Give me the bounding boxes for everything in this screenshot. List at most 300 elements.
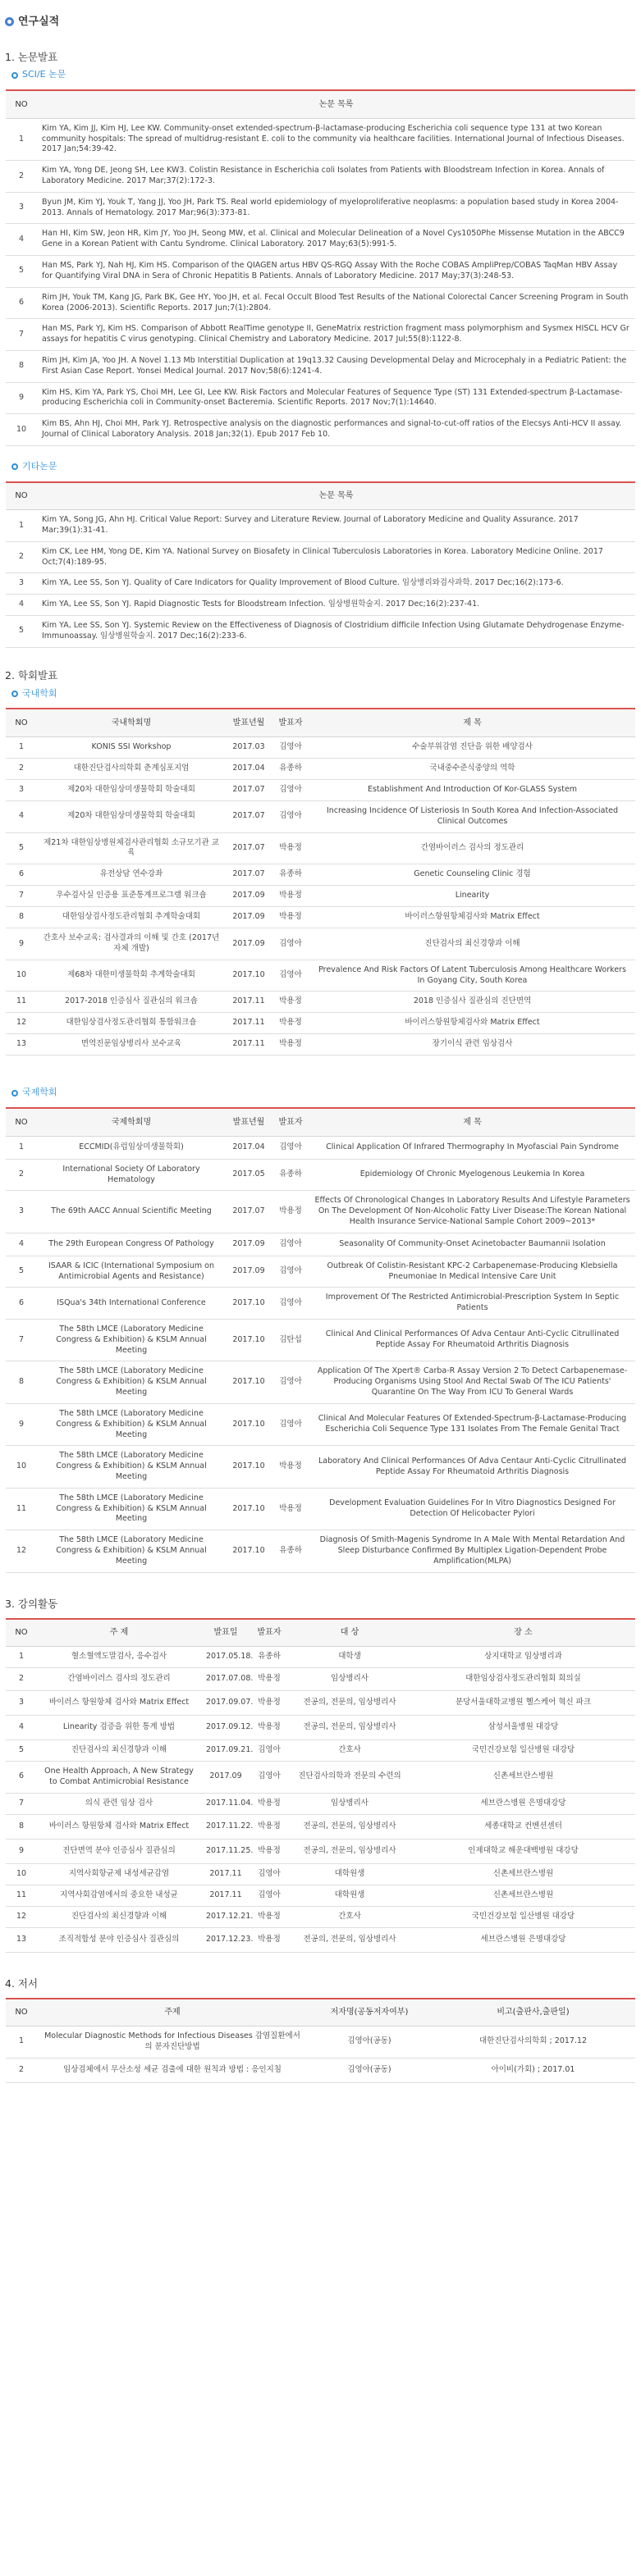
cell-no: 7 [6, 886, 37, 907]
table-row [6, 1647, 635, 1668]
cell-speaker: 박용정 [272, 886, 309, 907]
column-header: NO [6, 1108, 37, 1136]
cell-topic: One Health Approach, A New Strategy to Combat Antimicrobial Resistance [37, 1762, 201, 1794]
cell-no: 1 [6, 736, 37, 758]
column-header: NO [6, 1619, 37, 1647]
table-row [6, 832, 635, 864]
table-row [6, 1320, 635, 1361]
column-header: NO [6, 709, 37, 736]
cell-title: Clinical Application Of Infrared Thermography In Myofascial Pain Syndrome [309, 1136, 635, 1159]
cell-speaker: 김영아 [272, 779, 309, 800]
cell-date: 2017.04 [226, 1136, 272, 1159]
cell-date: 2017.11 [201, 1863, 250, 1885]
cell-name: 간호사 보수교육: 검사결과의 이해 및 간호 (2017년 자체 개발) [37, 928, 226, 960]
column-header: 국제학회명 [37, 1108, 226, 1136]
cell-speaker: 유종하 [272, 758, 309, 779]
table-row [6, 541, 635, 573]
cell-place: 상지대학교 임상병리과 [411, 1647, 635, 1668]
table-row [6, 414, 635, 446]
cell-speaker: 김영아 [272, 928, 309, 960]
column-header: 저자명(공동저자여부) [308, 1999, 431, 2027]
cell-no: 1 [6, 1647, 37, 1668]
cell-text: Kim YA, Song JG, Ahn HJ. Critical Value Report: Survey and Literature Review. Journal of Laboratory Medicine and Quality Assurance. 2017 Mar;39(1):31-41. [37, 510, 635, 542]
cell-title: Linearity [309, 886, 635, 907]
column-header: 제 목 [309, 709, 635, 736]
cell-text: Kim HS, Kim YA, Park YS, Choi MH, Lee GI, Lee KW. Risk Factors and Molecular Features of Sequence Type (ST) 131 Extended-spectrum β-Lactamase-producing Escherichia coli in Community-onset Bacteremia. Scientific Reports. 2017 Nov;7(1):14640. [37, 382, 635, 414]
table-row [6, 1136, 635, 1159]
cell-title: 국내중수준식중양의 역학 [309, 758, 635, 779]
column-header: NO [6, 482, 37, 510]
cell-speaker: 박용정 [272, 1013, 309, 1034]
cell-no: 2 [6, 2058, 37, 2082]
cell-name: 대한진단검사의학회 춘계심포지엄 [37, 758, 226, 779]
column-header: 발표일 [201, 1619, 250, 1647]
table-row [6, 1691, 635, 1716]
table-row [6, 1488, 635, 1530]
cell-no: 12 [6, 1013, 37, 1034]
cell-no: 6 [6, 864, 37, 886]
cell-place: 국민건강보험 일산병원 대강당 [411, 1740, 635, 1762]
cell-title: Clinical And Clinical Performances Of Adva Centaur Anti-Cyclic Citrullinated Peptide Assay For Rheumatoid Arthritis Diagnosis [309, 1320, 635, 1361]
section-conference-title: 2. 학회발표 [5, 668, 58, 682]
cell-date: 2017.10 [226, 1488, 272, 1530]
column-header: 발표자 [272, 709, 309, 736]
cell-name: 유전상담 연수강좌 [37, 864, 226, 886]
cell-text: Rim JH, Kim JA, Yoo JH. A Novel 1.13 Mb Interstitial Duplication at 19q13.32 Causing Developmental Delay and Microcephaly in a Pediatric Patient: the First Asian Case Report. Yonsei Medical Journal. 2017 Nov;58(6):1241-4. [37, 350, 635, 382]
cell-target: 진단검사의학과 전문의 수련의 [288, 1762, 411, 1794]
cell-date: 2017.07.08. [201, 1668, 250, 1691]
cell-date: 2017.10 [226, 1530, 272, 1572]
cell-title: Laboratory And Clinical Performances Of Adva Centaur Anti-Cyclic Citrullinated Peptide Assay For Rheumatoid Arthritis Diagnosis [309, 1446, 635, 1488]
cell-topic: 간염바이러스 검사의 정도관리 [37, 1668, 201, 1691]
cell-no: 9 [6, 928, 37, 960]
cell-no: 2 [6, 758, 37, 779]
cell-speaker: 박용정 [272, 1034, 309, 1055]
cell-topic: 진단면역 분야 인증심사 질관심의 [37, 1839, 201, 1863]
cell-speaker: 김영아 [272, 960, 309, 992]
cell-no: 4 [6, 1233, 37, 1256]
other-papers-subtitle: 기타논문 [0, 461, 641, 473]
cell-name: 2017-2018 인증심사 질관심의 워크숍 [37, 992, 226, 1013]
cell-date: 2017.12.21. [201, 1906, 250, 1927]
cell-date: 2017.11 [226, 992, 272, 1013]
table-row [6, 192, 635, 224]
cell-topic: 바이러스 항원항체 검사와 Matrix Effect [37, 1691, 201, 1716]
cell-target: 전공의, 전문의, 임상병리사 [288, 1716, 411, 1740]
cell-speaker: 박용정 [272, 1488, 309, 1530]
cell-speaker: 유종하 [272, 1530, 309, 1572]
cell-title: Application Of The Xpert® Carba-R Assay Version 2 To Detect Carbapenemase-Producing Organisms Using Stool And Rectal Swab Of The ICU Patients' Quarantine On The Way From ICU To General Wards [309, 1361, 635, 1403]
column-header: NO [6, 1999, 37, 2027]
column-header: 국내학회명 [37, 709, 226, 736]
table-row [6, 1446, 635, 1488]
cell-title: Improvement Of The Restricted Antimicrobial-Prescription System In Septic Patients [309, 1288, 635, 1320]
cell-no: 5 [6, 256, 37, 288]
cell-no: 9 [6, 1403, 37, 1445]
cell-speaker: 박용정 [250, 1839, 288, 1863]
table-row [6, 736, 635, 758]
cell-name: The 29th European Congress Of Pathology [37, 1233, 226, 1256]
cell-target: 전공의, 전문의, 임상병리사 [288, 1927, 411, 1952]
cell-topic: 지역사회항균제 내성세균감염 [37, 1863, 201, 1885]
cell-title: 바이러스항원항체검사와 Matrix Effect [309, 907, 635, 928]
cell-name: The 69th AACC Annual Scientific Meeting [37, 1191, 226, 1233]
table-row [6, 758, 635, 779]
other-paper-table [6, 481, 635, 648]
ring-bullet-icon [11, 1090, 18, 1097]
cell-target: 전공의, 전문의, 임상병리사 [288, 1814, 411, 1839]
cell-place: 인제대학교 해운대백병원 대강당 [411, 1839, 635, 1863]
cell-target: 전공의, 전문의, 임상병리사 [288, 1839, 411, 1863]
cell-speaker: 김영아 [272, 1256, 309, 1288]
cell-date: 2017.11 [226, 1034, 272, 1055]
cell-title: Establishment And Introduction Of Kor-GLASS System [309, 779, 635, 800]
cell-name: ISAAR & ICIC (International Symposium on Antimicrobial Agents and Resistance) [37, 1256, 226, 1288]
cell-text: Han MS, Park YJ, Nah HJ, Kim HS. Comparison of the QIAGEN artus HBV QS-RGQ Assay With the Roche COBAS AmpliPrep/COBAS TaqMan HBV Assay for Quantifying Viral DNA in Sera of Chronic Hepatitis B Patients. Annals of Laboratory Medicine. 2017 May;37(3):248-53. [37, 256, 635, 288]
cell-date: 2017.10 [226, 1320, 272, 1361]
table-row [6, 1740, 635, 1762]
cell-date: 2017.11 [226, 1013, 272, 1034]
table-row [6, 256, 635, 288]
cell-no: 10 [6, 1863, 37, 1885]
cell-author: 김영아(공동) [308, 2058, 431, 2082]
cell-target: 대학생 [288, 1647, 411, 1668]
cell-place: 세브란스병원 은명대강당 [411, 1793, 635, 1814]
cell-date: 2017.09 [226, 907, 272, 928]
page-title: 연구실적 [0, 15, 641, 30]
cell-no: 11 [6, 1885, 37, 1906]
cell-topic: 임상검체에서 무산소성 세균 검출에 대한 원칙과 방법 : 응인지침 [37, 2058, 308, 2082]
cell-name: 제21차 대한임상병원체검사관리협회 소규모기관 교육 [37, 832, 226, 864]
table-row [6, 960, 635, 992]
table-row [6, 287, 635, 319]
cell-date: 2017.09 [226, 886, 272, 907]
cell-date: 2017.09 [226, 928, 272, 960]
cell-date: 2017.04 [226, 758, 272, 779]
cell-date: 2017.10 [226, 1403, 272, 1445]
cell-speaker: 박용정 [272, 992, 309, 1013]
cell-place: 세브란스병원 은명대강당 [411, 1927, 635, 1952]
cell-speaker: 김탄섭 [272, 1320, 309, 1361]
table-row [6, 1863, 635, 1885]
cell-date: 2017.07 [226, 1191, 272, 1233]
cell-no: 13 [6, 1034, 37, 1055]
cell-name: 대한임상검사정도관리협회 통합워크숍 [37, 1013, 226, 1034]
cell-no: 1 [6, 118, 37, 160]
cell-topic: 바이러스 항원항체 검사와 Matrix Effect [37, 1814, 201, 1839]
cell-text: Kim CK, Lee HM, Yong DE, Kim YA. National Survey on Biosafety in Clinical Tuberculosis Laboratories in Korea. Laboratory Medicine Online. 2017 Oct;7(4):189-95. [37, 541, 635, 573]
column-header: NO [6, 90, 37, 118]
table-row [6, 1762, 635, 1794]
table-row [6, 595, 635, 616]
table-row [6, 886, 635, 907]
cell-speaker: 김영아 [272, 1136, 309, 1159]
section-lecture-title: 3. 강의활동 [5, 1597, 58, 1610]
cell-speaker: 김영아 [272, 1361, 309, 1403]
cell-text: Kim BS, Ahn HJ, Choi MH, Park YJ. Retrospective analysis on the diagnostic performances and signal-to-cut-off ratios of the Elecsys Anti-HCV II assay. Journal of Clinical Laboratory Analysis. 2018 Jan;32(1). Epub 2017 Feb 10. [37, 414, 635, 446]
table-row [6, 161, 635, 193]
cell-speaker: 박용정 [272, 907, 309, 928]
international-conference-table [6, 1107, 635, 1572]
cell-date: 2017.11.22. [201, 1814, 250, 1839]
cell-date: 2017.11.04. [201, 1793, 250, 1814]
cell-topic: 혈소혈액도말검사, 응수검사 [37, 1647, 201, 1668]
cell-date: 2017.11 [201, 1885, 250, 1906]
cell-text: Kim YA, Lee SS, Son YJ. Quality of Care Indicators for Quality Improvement of Blood Culture. 임상병리와검사과학. 2017 Dec;16(2):173-6. [37, 573, 635, 595]
table-row [6, 1814, 635, 1839]
cell-speaker: 박용정 [250, 1814, 288, 1839]
cell-target: 간호사 [288, 1740, 411, 1762]
cell-no: 1 [6, 510, 37, 542]
cell-date: 2017.10 [226, 1446, 272, 1488]
table-row [6, 1361, 635, 1403]
column-header: 논문 목록 [37, 482, 635, 510]
cell-no: 12 [6, 1530, 37, 1572]
table-row [6, 1233, 635, 1256]
table-row [6, 1885, 635, 1906]
cell-speaker: 김영아 [272, 1233, 309, 1256]
cell-date: 2017.07 [226, 864, 272, 886]
cell-no: 4 [6, 800, 37, 832]
cell-no: 8 [6, 907, 37, 928]
cell-date: 2017.10 [226, 1288, 272, 1320]
cell-no: 6 [6, 1762, 37, 1794]
cell-name: 면역진문임상병리사 보수교육 [37, 1034, 226, 1055]
cell-date: 2017.07 [226, 779, 272, 800]
cell-date: 2017.12.23. [201, 1927, 250, 1952]
cell-no: 5 [6, 832, 37, 864]
cell-speaker: 김영아 [250, 1740, 288, 1762]
cell-speaker: 김영아 [272, 736, 309, 758]
cell-no: 10 [6, 414, 37, 446]
cell-topic: Molecular Diagnostic Methods for Infectious Diseases 감염질환에서의 분자진단방법 [37, 2027, 308, 2059]
table-row [6, 1288, 635, 1320]
lecture-table [6, 1618, 635, 1953]
table-row [6, 224, 635, 256]
cell-no: 4 [6, 224, 37, 256]
table-row [6, 1403, 635, 1445]
cell-text: Han MS, Park YJ, Kim HS. Comparison of Abbott RealTime genotype II, GeneMatrix restriction fragment mass polymorphism and Sysmex HISCL HCV Gr assays for hepatitis C virus genotyping. Clinical Chemistry and Laboratory Medicine. 2017 Jul;55(8):1122-8. [37, 319, 635, 351]
cell-target: 임상병리사 [288, 1668, 411, 1691]
cell-no: 11 [6, 1488, 37, 1530]
cell-speaker: 김영아 [250, 1863, 288, 1885]
cell-speaker: 유종하 [272, 1159, 309, 1191]
cell-speaker: 김영아 [272, 1288, 309, 1320]
cell-place: 신촌세브란스병원 [411, 1863, 635, 1885]
cell-title: 수술부위감염 진단을 위한 배양검사 [309, 736, 635, 758]
cell-no: 7 [6, 1320, 37, 1361]
cell-title: Development Evaluation Guidelines For In Vitro Diagnostics Designed For Detection Of Helicobacter Pylori [309, 1488, 635, 1530]
cell-no: 3 [6, 1191, 37, 1233]
cell-no: 12 [6, 1906, 37, 1927]
cell-author: 김영아(공동) [308, 2027, 431, 2059]
cell-text: Kim YA, Kim JJ, Kim HJ, Lee KW. Community-onset extended-spectrum-β-lactamase-producing Escherichia coli sequence type 131 at two Korean community hospitals: The spread of multidrug-resistant E. coli to the community via healthcare facilities. International Journal of Infectious Diseases. 2017 Jan;54:39-42. [37, 118, 635, 160]
cell-no: 6 [6, 287, 37, 319]
cell-title: Outbreak Of Colistin-Resistant KPC-2 Carbapenemase-Producing Klebsiella Pneumoniae In Medical Intensive Care Unit [309, 1256, 635, 1288]
cell-speaker: 박용정 [250, 1906, 288, 1927]
cell-no: 2 [6, 1159, 37, 1191]
cell-date: 2017.09.12. [201, 1716, 250, 1740]
column-header: 발표자 [272, 1108, 309, 1136]
cell-no: 5 [6, 1256, 37, 1288]
cell-target: 간호사 [288, 1906, 411, 1927]
cell-no: 1 [6, 2027, 37, 2059]
cell-text: Kim YA, Yong DE, Jeong SH, Lee KW3. Colistin Resistance in Escherichia coli Isolates from Patients with Bloodstream Infection in Korea. Annals of Laboratory Medicine. 2017 Mar;37(2):172-3. [37, 161, 635, 193]
table-row [6, 1793, 635, 1814]
cell-no: 7 [6, 1793, 37, 1814]
table-row [6, 1530, 635, 1572]
domestic-conference-table [6, 708, 635, 1055]
cell-title: Diagnosis Of Smith-Magenis Syndrome In A Male With Mental Retardation And Sleep Disturbance Confirmed By Multiplex Ligation-Dependent Probe Amplification(MLPA) [309, 1530, 635, 1572]
column-header: 장 소 [411, 1619, 635, 1647]
table-row [6, 1034, 635, 1055]
ring-bullet-icon [11, 463, 18, 470]
cell-text: Kim YA, Lee SS, Son YJ. Systemic Review on the Effectiveness of Diagnosis of Clostridium difficile Infection Using Glutamate Dehydrogenase Enzyme-Immunoassay. 임상병원학술지. 2017 Dec;16(2):233-6. [37, 616, 635, 648]
cell-no: 3 [6, 779, 37, 800]
cell-place: 신촌세브란스병원 [411, 1762, 635, 1794]
cell-name: 제20차 대한임상미생물학회 학술대회 [37, 779, 226, 800]
table-row [6, 118, 635, 160]
cell-place: 대한임상검사정도관리협회 회의실 [411, 1668, 635, 1691]
cell-no: 1 [6, 1136, 37, 1159]
cell-no: 10 [6, 1446, 37, 1488]
cell-place: 신촌세브란스병원 [411, 1885, 635, 1906]
table-row [6, 1256, 635, 1288]
column-header: 비고(출판사,출판일) [431, 1999, 635, 2027]
cell-no: 10 [6, 960, 37, 992]
column-header: 논문 목록 [37, 90, 635, 118]
cell-speaker: 박용정 [272, 1446, 309, 1488]
cell-title: Prevalence And Risk Factors Of Latent Tuberculosis Among Healthcare Workers In Goyang City, South Korea [309, 960, 635, 992]
cell-title: Effects Of Chronological Changes In Laboratory Results And Lifestyle Parameters On The Development Of Non-Alcoholic Fatty Liver Disease:The Korean National Health Insurance Service-National Sample Cohort 2009~2013* [309, 1191, 635, 1233]
cell-no: 3 [6, 1691, 37, 1716]
international-subtitle: 국제학회 [0, 1087, 641, 1099]
cell-topic: Linearity 검증을 위한 통계 방법 [37, 1716, 201, 1740]
cell-no: 3 [6, 573, 37, 595]
cell-title: Increasing Incidence Of Listeriosis In South Korea And Infection-Associated Clinical Outcomes [309, 800, 635, 832]
column-header: 주제 [37, 1999, 308, 2027]
cell-title: Epidemiology Of Chronic Myelogenous Leukemia In Korea [309, 1159, 635, 1191]
cell-name: The 58th LMCE (Laboratory Medicine Congress & Exhibition) & KSLM Annual Meeting [37, 1488, 226, 1530]
cell-name: 우수검사실 인증용 표준통계프로그램 워크숍 [37, 886, 226, 907]
cell-speaker: 박용정 [250, 1927, 288, 1952]
cell-target: 전공의, 전문의, 임상병리사 [288, 1691, 411, 1716]
table-row [6, 319, 635, 351]
cell-no: 4 [6, 1716, 37, 1740]
column-header: 대 상 [288, 1619, 411, 1647]
table-row [6, 1716, 635, 1740]
table-row [6, 907, 635, 928]
ring-bullet-icon [11, 72, 18, 79]
cell-no: 4 [6, 595, 37, 616]
table-row [6, 2027, 635, 2059]
column-header: 발표년월 [226, 709, 272, 736]
cell-speaker: 박용정 [250, 1691, 288, 1716]
table-row [6, 350, 635, 382]
cell-speaker: 유종하 [272, 864, 309, 886]
table-row [6, 616, 635, 648]
table-row [6, 1906, 635, 1927]
cell-place: 삼성서울병원 대강당 [411, 1716, 635, 1740]
column-header: 발표자 [250, 1619, 288, 1647]
cell-no: 8 [6, 1361, 37, 1403]
cell-name: 제20차 대한임상미생물학회 학술대회 [37, 800, 226, 832]
cell-text: Han HI, Kim SW, Jeon HR, Kim JY, Yoo JH, Seong MW, et al. Clinical and Molecular Delineation of a Novel Cys1050Phe Missense Mutation in the ABCC9 Gene in a Korean Patient with Cantu Syndrome. Clinical Laboratory. 2017 May;63(5):991-5. [37, 224, 635, 256]
cell-no: 8 [6, 350, 37, 382]
domestic-subtitle: 국내학회 [0, 688, 641, 700]
cell-no: 6 [6, 1288, 37, 1320]
cell-text: Rim JH, Youk TM, Kang JG, Park BK, Gee HY, Yoo JH, et al. Fecal Occult Blood Test Results of the National Colorectal Cancer Screening Program in South Korea (2006-2013). Scientific Reports. 2017 Jun;7(1):2804. [37, 287, 635, 319]
cell-speaker: 김영아 [250, 1762, 288, 1794]
cell-speaker: 유종하 [250, 1647, 288, 1668]
cell-no: 2 [6, 1668, 37, 1691]
cell-no: 7 [6, 319, 37, 351]
cell-speaker: 박용정 [272, 832, 309, 864]
table-row [6, 573, 635, 595]
cell-topic: 지역사회감염에서의 중요한 내성균 [37, 1885, 201, 1906]
cell-target: 대학원생 [288, 1885, 411, 1906]
cell-title: 장기이식 관련 임상검사 [309, 1034, 635, 1055]
table-row [6, 779, 635, 800]
cell-speaker: 박용정 [272, 1191, 309, 1233]
cell-no: 13 [6, 1927, 37, 1952]
table-row [6, 1013, 635, 1034]
cell-title: 간염바이러스 검사의 정도관리 [309, 832, 635, 864]
cell-title: Seasonality Of Community-Onset Acinetobacter Baumannii Isolation [309, 1233, 635, 1256]
cell-name: ISQua's 34th International Conference [37, 1288, 226, 1320]
sci-paper-table [6, 89, 635, 446]
cell-date: 2017.05 [226, 1159, 272, 1191]
table-row [6, 928, 635, 960]
table-row [6, 800, 635, 832]
cell-target: 임상병리사 [288, 1793, 411, 1814]
cell-title: Clinical And Molecular Features Of Extended-Spectrum-β-Lactamase-Producing Escherichia Coli Sequence Type 131 Isolates From The Female Genital Tract [309, 1403, 635, 1445]
cell-date: 2017.09 [201, 1762, 250, 1794]
table-row [6, 1927, 635, 1952]
table-row [6, 1159, 635, 1191]
circle-bullet-icon [5, 17, 14, 26]
cell-no: 2 [6, 541, 37, 573]
column-header: 주 제 [37, 1619, 201, 1647]
cell-date: 2017.09 [226, 1233, 272, 1256]
cell-no: 2 [6, 161, 37, 193]
column-header: 제 목 [309, 1108, 635, 1136]
cell-date: 2017.07 [226, 800, 272, 832]
cell-topic: 진단검사의 최신경향과 이해 [37, 1740, 201, 1762]
cell-no: 9 [6, 382, 37, 414]
table-row [6, 382, 635, 414]
table-row [6, 510, 635, 542]
books-table [6, 1998, 635, 2083]
cell-date: 2017.09.07. [201, 1691, 250, 1716]
cell-speaker: 김영아 [250, 1885, 288, 1906]
cell-name: International Society Of Laboratory Hematology [37, 1159, 226, 1191]
cell-title: 진단검사의 최신경향과 이해 [309, 928, 635, 960]
cell-no: 3 [6, 192, 37, 224]
cell-no: 9 [6, 1839, 37, 1863]
table-row [6, 992, 635, 1013]
section-papers-title: 1. 논문발표 [5, 50, 58, 63]
ring-bullet-icon [11, 691, 18, 697]
cell-speaker: 박용정 [250, 1668, 288, 1691]
cell-name: The 58th LMCE (Laboratory Medicine Congress & Exhibition) & KSLM Annual Meeting [37, 1446, 226, 1488]
cell-note: 아이비(가회) ; 2017.01 [431, 2058, 635, 2082]
cell-name: KONIS SSI Workshop [37, 736, 226, 758]
cell-topic: 조직적합성 분야 인증심사 질관심의 [37, 1927, 201, 1952]
cell-date: 2017.09 [226, 1256, 272, 1288]
cell-place: 분당서울대학교병원 헬스케어 혁신 파크 [411, 1691, 635, 1716]
cell-note: 대한진단검사의학회 ; 2017.12 [431, 2027, 635, 2059]
